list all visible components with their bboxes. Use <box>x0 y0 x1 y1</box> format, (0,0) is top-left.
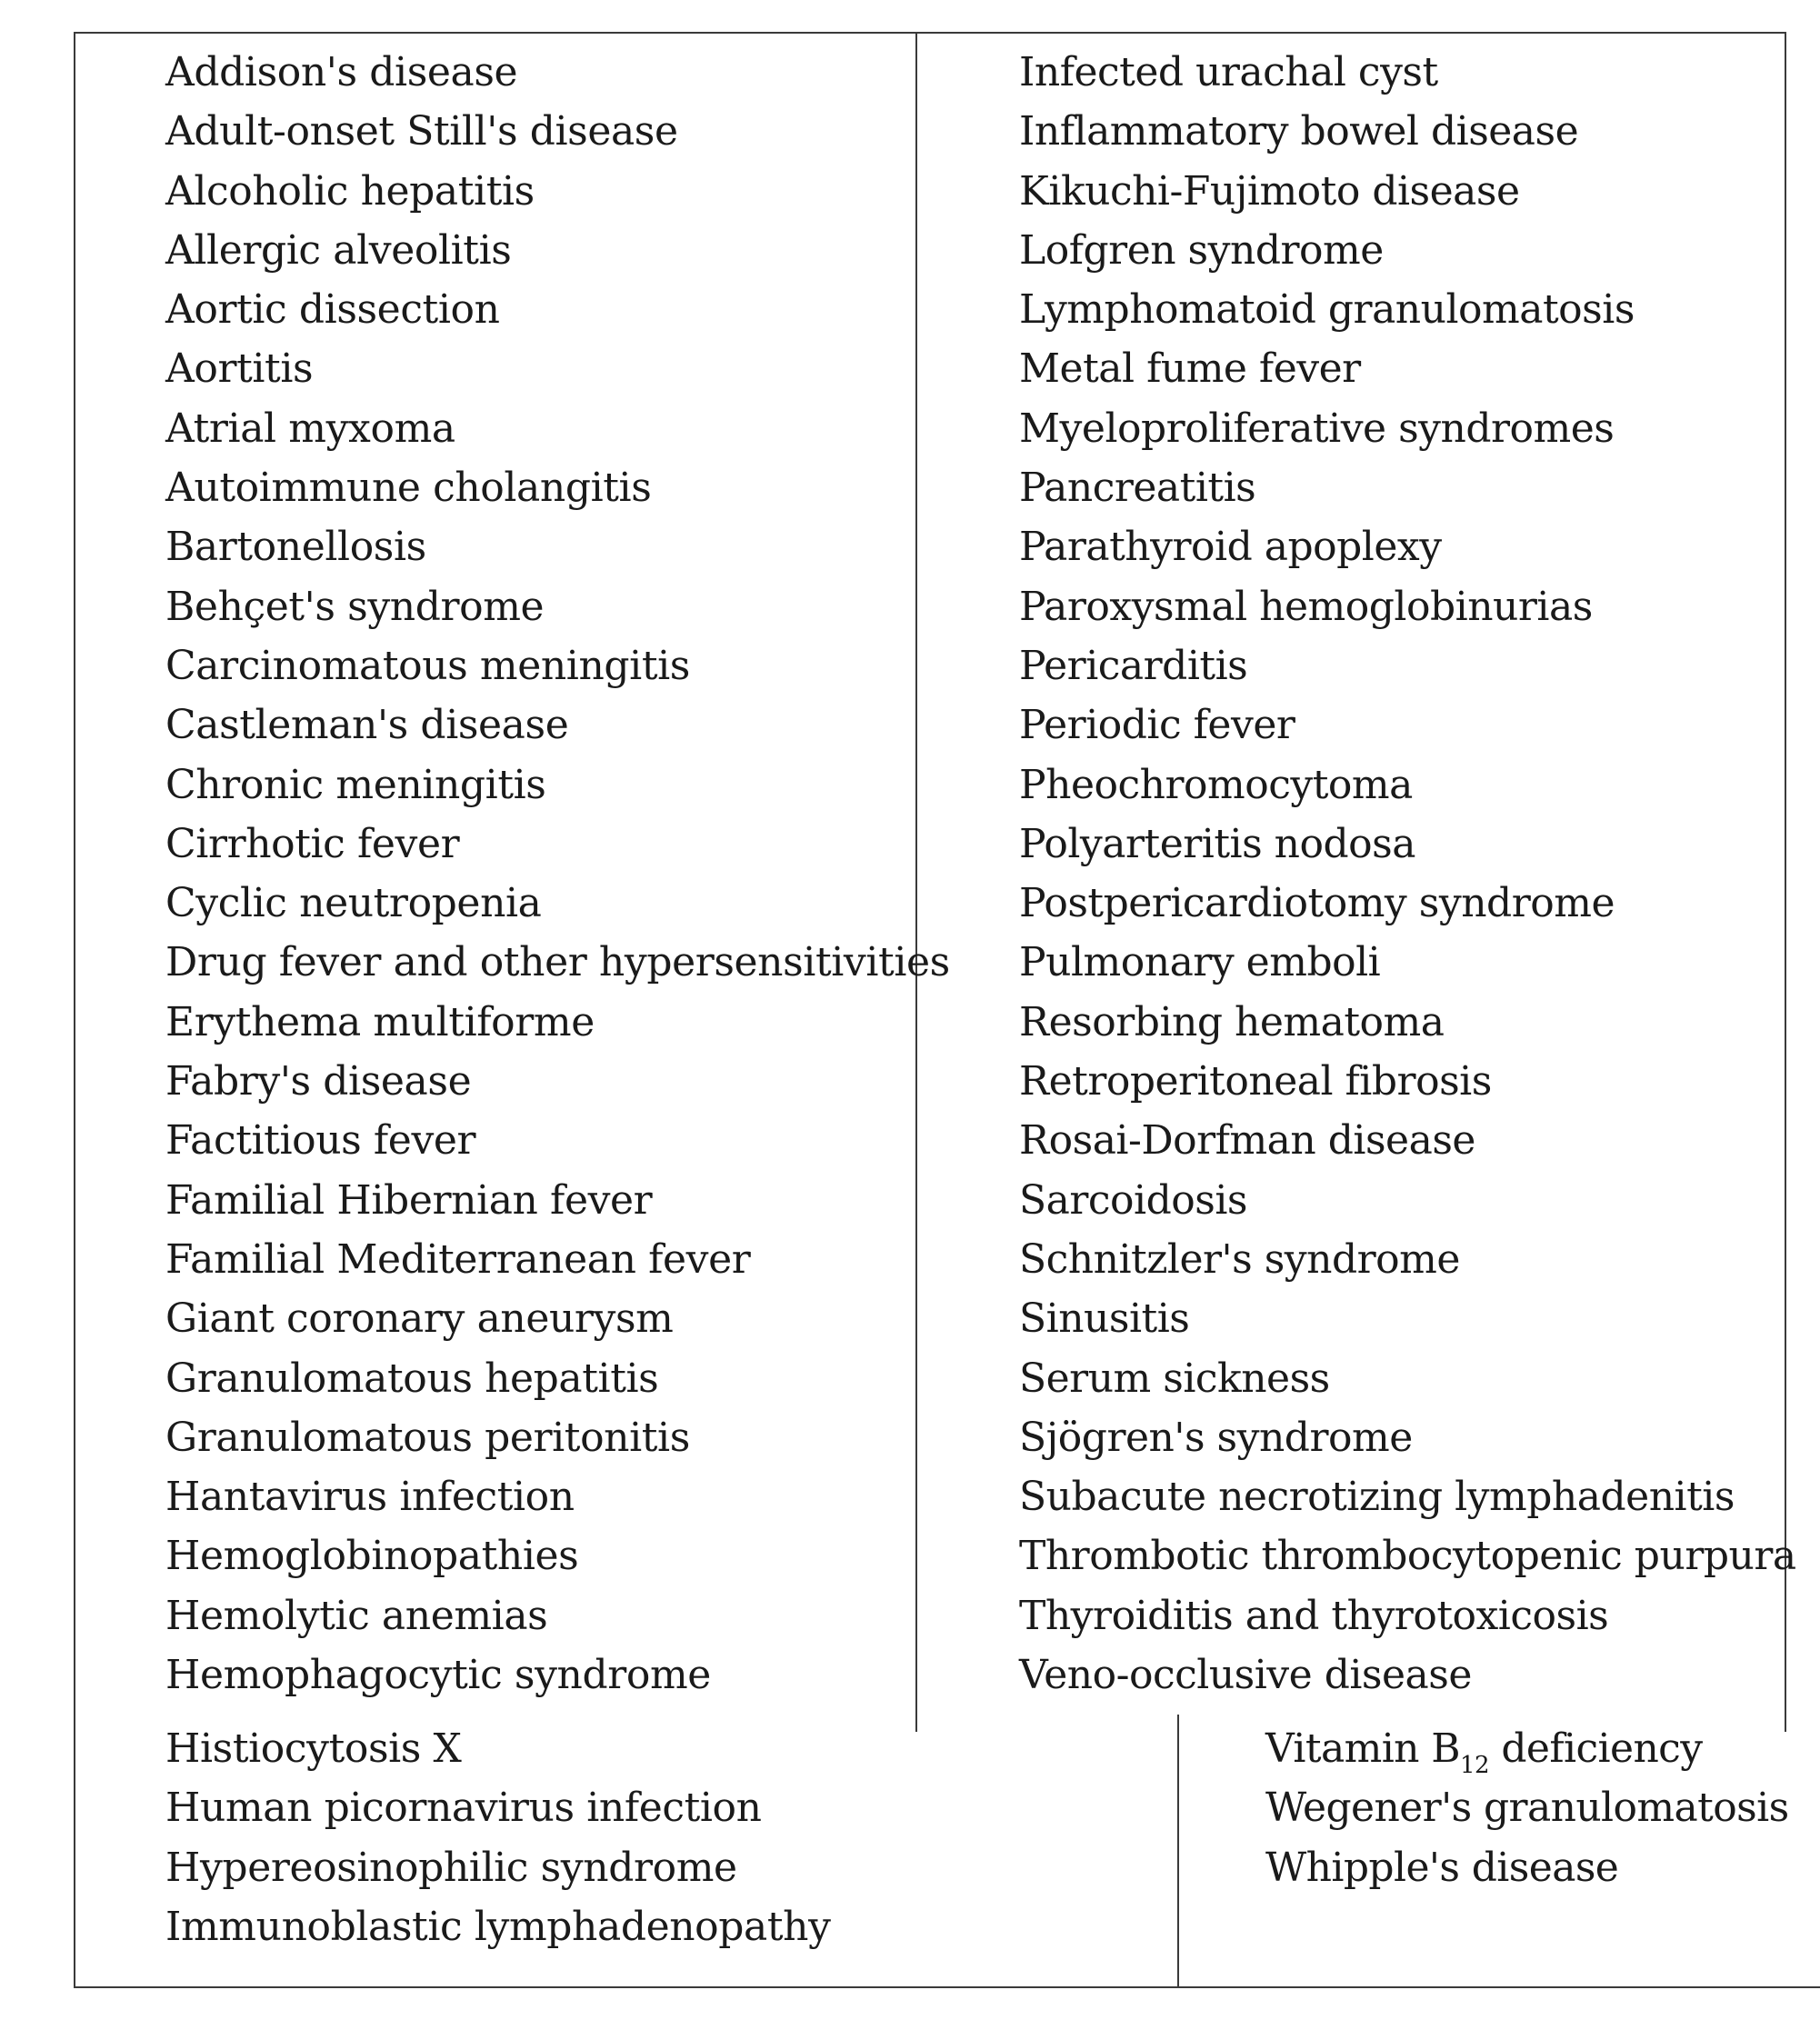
list-item: Inflammatory bowel disease <box>1019 108 1579 155</box>
list-item: Wegener's granulomatosis <box>1265 1785 1789 1832</box>
table-left-border <box>74 32 75 1988</box>
list-item: Postpericardiotomy syndrome <box>1019 880 1615 927</box>
list-item: Hemophagocytic syndrome <box>165 1652 711 1699</box>
list-item: Hemolytic anemias <box>165 1592 548 1639</box>
list-item: Schnitzler's syndrome <box>1019 1235 1460 1283</box>
list-item: Erythema multiforme <box>165 998 595 1045</box>
list-item: Human picornavirus infection <box>165 1785 762 1832</box>
list-item: Hemoglobinopathies <box>165 1533 579 1580</box>
list-item: Metal fume fever <box>1019 345 1361 393</box>
list-item: Whipple's disease <box>1265 1844 1619 1891</box>
list-item: Cyclic neutropenia <box>165 880 542 927</box>
list-item: Familial Hibernian fever <box>165 1176 653 1224</box>
list-item: Bartonellosis <box>165 524 426 571</box>
vitamin-suffix: deficiency <box>1488 1725 1703 1772</box>
list-item: Paroxysmal hemoglobinurias <box>1019 583 1593 630</box>
list-item: Subacute necrotizing lymphadenitis <box>1019 1474 1735 1521</box>
list-item: Rosai-Dorfman disease <box>1019 1117 1475 1165</box>
list-item: Factitious fever <box>165 1117 476 1165</box>
list-item: Retroperitoneal fibrosis <box>1019 1058 1492 1105</box>
list-item: Carcinomatous meningitis <box>165 642 690 689</box>
list-item: Pericarditis <box>1019 642 1248 689</box>
list-item: Chronic meningitis <box>165 761 546 808</box>
disease-list-bottom-right <box>1265 1724 1789 1902</box>
list-item: Pancreatitis <box>1019 465 1256 512</box>
list-item: Lymphomatoid granulomatosis <box>1019 286 1635 334</box>
list-item: Atrial myxoma <box>165 405 455 452</box>
list-item: Periodic fever <box>1019 702 1295 749</box>
list-item: Behçet's syndrome <box>165 583 545 630</box>
list-item: Lofgren syndrome <box>1019 226 1384 274</box>
list-item: Pulmonary emboli <box>1019 939 1381 986</box>
list-item: Cirrhotic fever <box>165 820 460 867</box>
table-bottom-border <box>74 1986 1820 1988</box>
list-item: Aortitis <box>165 345 314 393</box>
list-item: Resorbing hematoma <box>1019 998 1445 1045</box>
list-item: Thrombotic thrombocytopenic purpura <box>1019 1533 1796 1580</box>
list-item: Sinusitis <box>1019 1295 1190 1343</box>
list-item: Hantavirus infection <box>165 1474 575 1521</box>
list-item: Familial Mediterranean fever <box>165 1235 751 1283</box>
list-item: Aortic dissection <box>165 286 500 334</box>
list-item-vitamin-b12 <box>1265 1724 1789 1783</box>
list-item: Alcoholic hepatitis <box>165 167 535 215</box>
list-item: Castleman's disease <box>165 702 569 749</box>
list-item: Kikuchi-Fujimoto disease <box>1019 167 1520 215</box>
list-item: Sjögren's syndrome <box>1019 1414 1413 1461</box>
list-item: Sarcoidosis <box>1019 1176 1248 1224</box>
list-item: Fabry's disease <box>165 1058 472 1105</box>
list-item: Infected urachal cyst <box>1019 49 1438 95</box>
list-item: Giant coronary aneurysm <box>165 1295 674 1343</box>
disease-list-top-left <box>165 47 950 1709</box>
list-item: Veno-occlusive disease <box>1019 1652 1472 1699</box>
list-item: Polyarteritis nodosa <box>1019 820 1415 867</box>
vitamin-subscript: 12 <box>1460 1752 1489 1779</box>
list-item: Thyroiditis and thyrotoxicosis <box>1019 1592 1609 1639</box>
disease-list-top-right <box>1019 47 1796 1709</box>
list-item: Histiocytosis X <box>165 1725 462 1772</box>
list-item: Allergic alveolitis <box>165 226 512 274</box>
list-item: Serum sickness <box>1019 1355 1330 1402</box>
list-item: Pheochromocytoma <box>1019 761 1413 808</box>
list-item: Addison's disease <box>165 49 518 95</box>
list-item: Immunoblastic lymphadenopathy <box>165 1903 831 1950</box>
list-item: Granulomatous peritonitis <box>165 1414 690 1461</box>
disease-list-bottom-left <box>165 1724 831 1961</box>
list-item: Drug fever and other hypersensitivities <box>165 939 950 986</box>
vitamin-text: Vitamin B <box>1265 1725 1461 1772</box>
list-item: Parathyroid apoplexy <box>1019 524 1442 571</box>
list-item: Myeloproliferative syndromes <box>1019 405 1615 452</box>
list-item: Granulomatous hepatitis <box>165 1355 659 1402</box>
list-item: Adult-onset Still's disease <box>165 108 678 155</box>
table-top-border <box>74 32 1786 34</box>
bottom-column-divider <box>1177 1715 1179 1987</box>
list-item: Autoimmune cholangitis <box>165 465 652 512</box>
list-item: Hypereosinophilic syndrome <box>165 1844 737 1891</box>
